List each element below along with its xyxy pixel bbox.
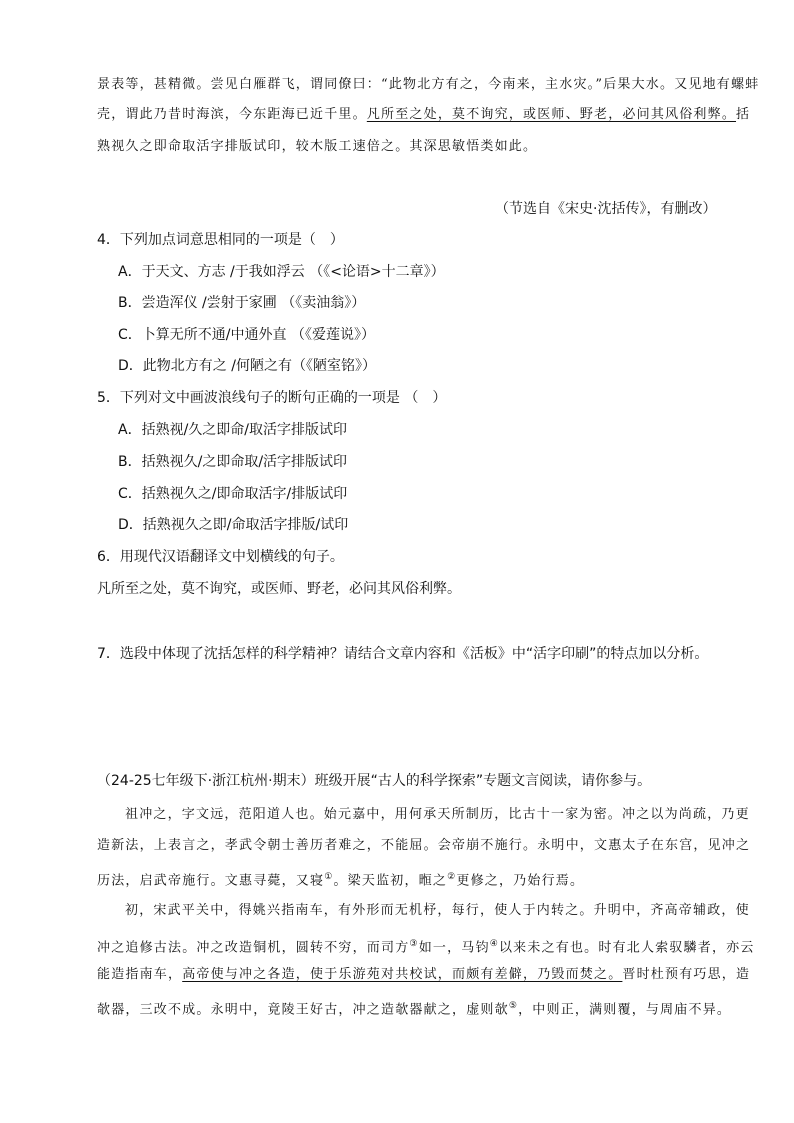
text-span: 欹器，三改不成。永明中，竟陵王好古，冲之造欹器献之，虚则欹 [97,1002,509,1018]
footnote-marker-1: ① [324,872,334,882]
section2-intro: （24-25七年级下·浙江杭州·期末）班级开展“古人的科学探索”专题文言阅读，请你参与。 [97,773,652,789]
passage1-line1: 景表等，甚精微。尝见白雁群飞，谓同僚曰：“此物北方有之，今南来，主水灾。”后果大水。又见地有螺蚌 [97,77,760,92]
text-span: ，中则正，满则覆，与周庙不异。 [518,1002,732,1018]
question-4-option-b: B．尝造浑仪 /尝射于家圃 （《卖油翁》） [118,295,366,311]
question-5-option-b: B．括熟视久/之即命取/活字排版试印 [118,454,348,470]
text-span: 以来未之有也。时有北人索驭驎者，亦云 [498,940,755,956]
question-5-option-c: C．括熟视久之/即命取活字/排版试印 [118,486,348,502]
question-4-option-c: C．卜算无所不通/中通外直 （《爱莲说》） [118,327,375,343]
text-span: 更修之，乃始行焉。 [456,873,585,889]
question-4-option-d: D．此物北方有之 /何陋之有（《陋室铭》） [118,358,376,374]
text-span: 冲之追修古法。冲之改造铜机，圆转不穷，而司方 [97,940,410,956]
passage1-line2 [97,105,750,125]
section2-p2-line2 [97,934,755,958]
question-7-stem: 7．选段中体现了沈括怎样的科学精神？请结合文章内容和《活板》中“活字印刷”的特点加以分析。 [97,646,709,662]
text-span: 能造指南车， [97,967,183,982]
footnote-marker-3: ③ [409,939,419,949]
question-6-sentence: 凡所至之处，莫不询究，或医师、野老，必问其风俗利弊。 [97,581,461,597]
footnote-marker-2: ② [447,872,457,882]
question-4-stem: 4．下列加点词意思相同的一项是（ ） [97,232,344,248]
text-span: 晋时杜预有巧思，造 [622,967,751,982]
section2-p2-line3 [97,965,750,985]
section2-p1-line1: 祖冲之，字文远，范阳道人也。始元嘉中，用何承天所制历，比古十一家为密。冲之以为尚疏，乃更 [125,807,750,822]
underlined-sentence: 凡所至之处，莫不询究，或医师、野老，必问其风俗利弊。 [366,107,737,122]
footnote-marker-5: ⑤ [508,1001,519,1011]
passage1-line2-tail: 括 [736,107,751,122]
section2-p1-line3 [97,867,584,891]
passage1-line2-text: 壳，谓此乃昔时海滨，今东距海已近千里。 [97,107,367,122]
passage1-source: （节选自《宋史·沈括传》，有删改） [495,201,717,217]
footnote-marker-4: ④ [489,939,499,949]
question-6-stem: 6．用现代汉语翻译文中划横线的句子。 [97,549,344,565]
section2-p2-line4 [97,996,731,1020]
question-5-option-d: D．括熟视久之即/命取活字排版/试印 [118,517,349,533]
question-5-option-a: A．括熟视/久之即命/取活字排版试印 [118,422,348,438]
text-span: 历法，启武帝施行。文惠寻薨，又寝 [97,873,325,889]
question-5-stem: 5．下列对文中画波浪线句子的断句正确的一项是 （ ） [97,390,447,406]
text-span: 。梁天监初，暅之 [333,873,448,889]
passage1-line3: 熟视久之即命取活字排版试印，较木版工速倍之。其深思敏悟类如此。 [97,139,538,154]
underlined-sentence-2: 高帝使与冲之各造，使于乐游苑对共校试，而颇有差僻，乃毁而焚之。 [182,967,623,982]
text-span: 如一，马钧 [418,940,490,956]
section2-p2-line1: 初，宋武平关中，得姚兴指南车，有外形而无机杼，每行，使人于内转之。升明中，齐高帝辅政，使 [125,903,750,918]
section2-p1-line2: 造新法，上表言之，孝武令朝士善历者难之，不能屈。会帝崩不施行。永明中，文惠太子在东宫，见冲之 [97,838,751,853]
question-4-option-a: A．于天文、方志 /于我如浮云 （《<论语>十二章》） [118,264,445,280]
